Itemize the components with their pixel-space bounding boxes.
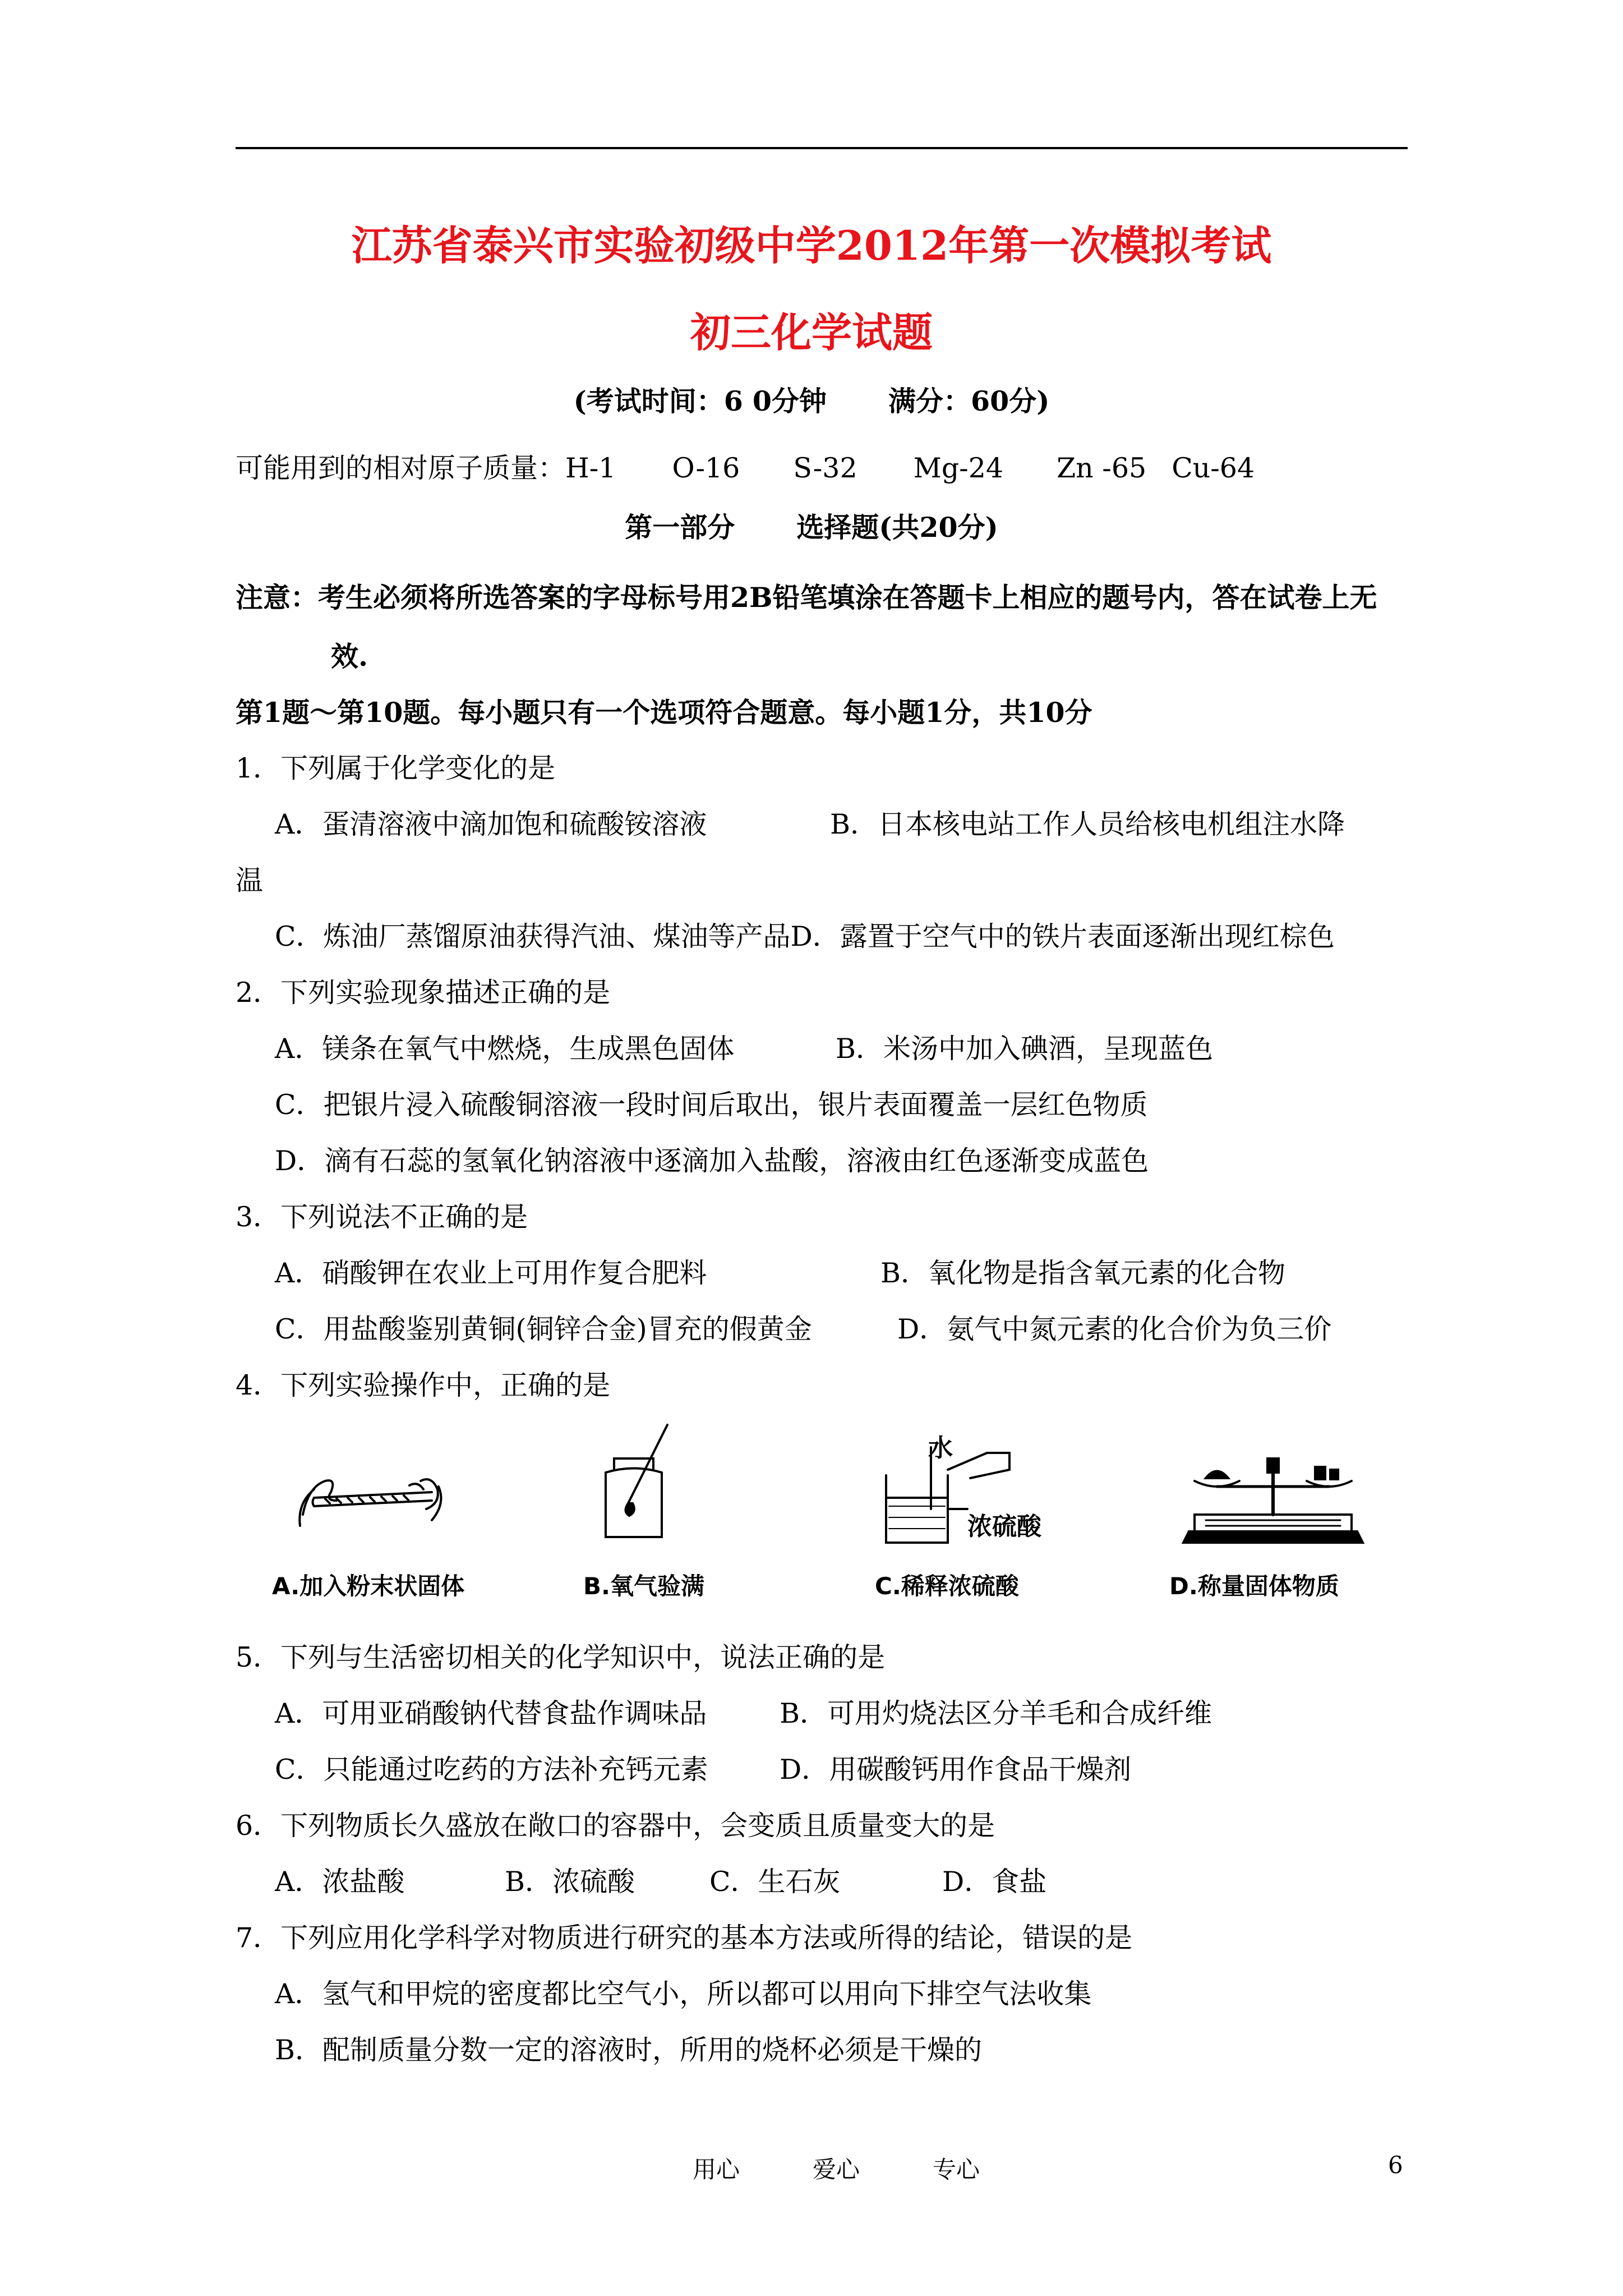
atomic-mass-item: Mg-24 [913,452,1004,484]
part1-type: 选择题(共20分) [796,511,998,544]
figure-c-caption: C.稀释浓硫酸 [875,1572,1019,1600]
figure-d-balance-icon [1172,1447,1374,1554]
figure-c-acid-label: 浓硫酸 [967,1512,1041,1541]
section-instruction: 第1题～第10题。每小题只有一个选项符合题意。每小题1分，共10分 [236,696,1092,729]
q1-stem: 1．下列属于化学变化的是 [236,752,556,784]
q6-option-c: C．生石灰 [709,1866,841,1898]
q3-option-b: B．氧化物是指含氧元素的化合物 [880,1257,1286,1289]
q3-stem: 3．下列说法不正确的是 [236,1201,528,1233]
notice-line-1: 注意：考生必须将所选答案的字母标号用2B铅笔填涂在答题卡上相应的题号内，答在试卷上无 [236,581,1377,614]
q2-option-d: D．滴有石蕊的氢氧化钠溶液中逐滴加入盐酸，溶液由红色逐渐变成蓝色 [275,1145,1149,1177]
exam-time: (考试时间：6 0分钟 [573,385,827,417]
q6-option-b: B．浓硫酸 [505,1866,635,1898]
footer-motto-item: 专心 [933,2156,980,2183]
footer-motto [693,2151,980,2185]
q2-option-a: A．镁条在氧气中燃烧，生成黑色固体 [275,1033,735,1065]
q1-option-cd: C．炼油厂蒸馏原油获得汽油、煤油等产品D．露置于空气中的铁片表面逐渐出现红棕色 [275,921,1335,953]
q5-option-d: D．用碳酸钙用作食品干燥剂 [780,1754,1132,1786]
q4-stem: 4．下列实验操作中，正确的是 [236,1369,611,1401]
atomic-mass-item: Zn -65 [1057,452,1147,484]
q3-option-a: A．硝酸钾在农业上可用作复合肥料 [275,1257,707,1289]
q5-option-c: C．只能通过吃药的方法补充钙元素 [275,1754,708,1786]
q1-option-b-cont: 温 [236,864,264,896]
figure-b-oxygen-check-icon [589,1419,679,1548]
figure-a-powder-icon [292,1436,449,1548]
q6-stem: 6．下列物质长久盛放在敞口的容器中，会变质且质量变大的是 [236,1810,995,1842]
header-rule [236,147,1408,149]
footer-motto-item: 用心 [693,2156,740,2183]
q7-option-b: B．配制质量分数一定的溶液时，所用的烧杯必须是干燥的 [275,2034,983,2066]
atomic-mass-item: O-16 [672,452,740,484]
atomic-mass-line [236,449,1255,488]
atomic-mass-item: Cu-64 [1172,452,1255,484]
q6-option-a: A．浓盐酸 [275,1866,405,1898]
footer-motto-item: 爱心 [813,2156,860,2183]
notice-line-2: 效. [331,640,368,673]
page-number: 6 [1388,2151,1403,2179]
q3-option-c: C．用盐酸鉴别黄铜(铜锌合金)冒充的假黄金 [275,1313,812,1345]
q2-option-b: B．米汤中加入碘酒，呈现蓝色 [836,1033,1214,1065]
q3-option-d: D．氨气中氮元素的化合价为负三价 [897,1313,1332,1345]
q1-option-b: B．日本核电站工作人员给核电机组注水降 [830,808,1345,840]
q2-stem: 2．下列实验现象描述正确的是 [236,977,611,1009]
figure-c-water-label: 水 [928,1434,953,1462]
figure-b-caption: B.氧气验满 [583,1572,704,1600]
part1-heading [0,508,1623,547]
q6-option-d: D．食盐 [942,1866,1047,1898]
atomic-mass-item: H-1 [565,452,616,484]
atomic-mass-label: 可能用到的相对原子质量： [236,452,566,484]
q7-option-a: A．氢气和甲烷的密度都比空气小，所以都可以用向下排空气法收集 [275,1978,1092,2010]
exam-info [0,381,1623,421]
exam-title: 江苏省泰兴市实验初级中学2012年第一次模拟考试 [351,222,1272,269]
atomic-mass-item: S-32 [793,452,857,484]
part1-label: 第一部分 [625,511,735,544]
q5-option-b: B．可用灼烧法区分羊毛和合成纤维 [780,1697,1212,1729]
q2-option-c: C．把银片浸入硫酸铜溶液一段时间后取出，银片表面覆盖一层红色物质 [275,1089,1148,1121]
exam-score: 满分：60分) [888,385,1050,417]
figure-a-caption: A.加入粉末状固体 [272,1572,465,1600]
q7-stem: 7．下列应用化学科学对物质进行研究的基本方法或所得的结论，错误的是 [236,1922,1133,1954]
q1-option-a: A．蛋清溶液中滴加饱和硫酸铵溶液 [275,808,707,840]
exam-subtitle: 初三化学试题 [690,309,933,356]
q5-stem: 5．下列与生活密切相关的化学知识中，说法正确的是 [236,1641,886,1673]
figure-d-caption: D.称量固体物质 [1169,1572,1339,1600]
q5-option-a: A．可用亚硝酸钠代替食盐作调味品 [275,1697,707,1729]
